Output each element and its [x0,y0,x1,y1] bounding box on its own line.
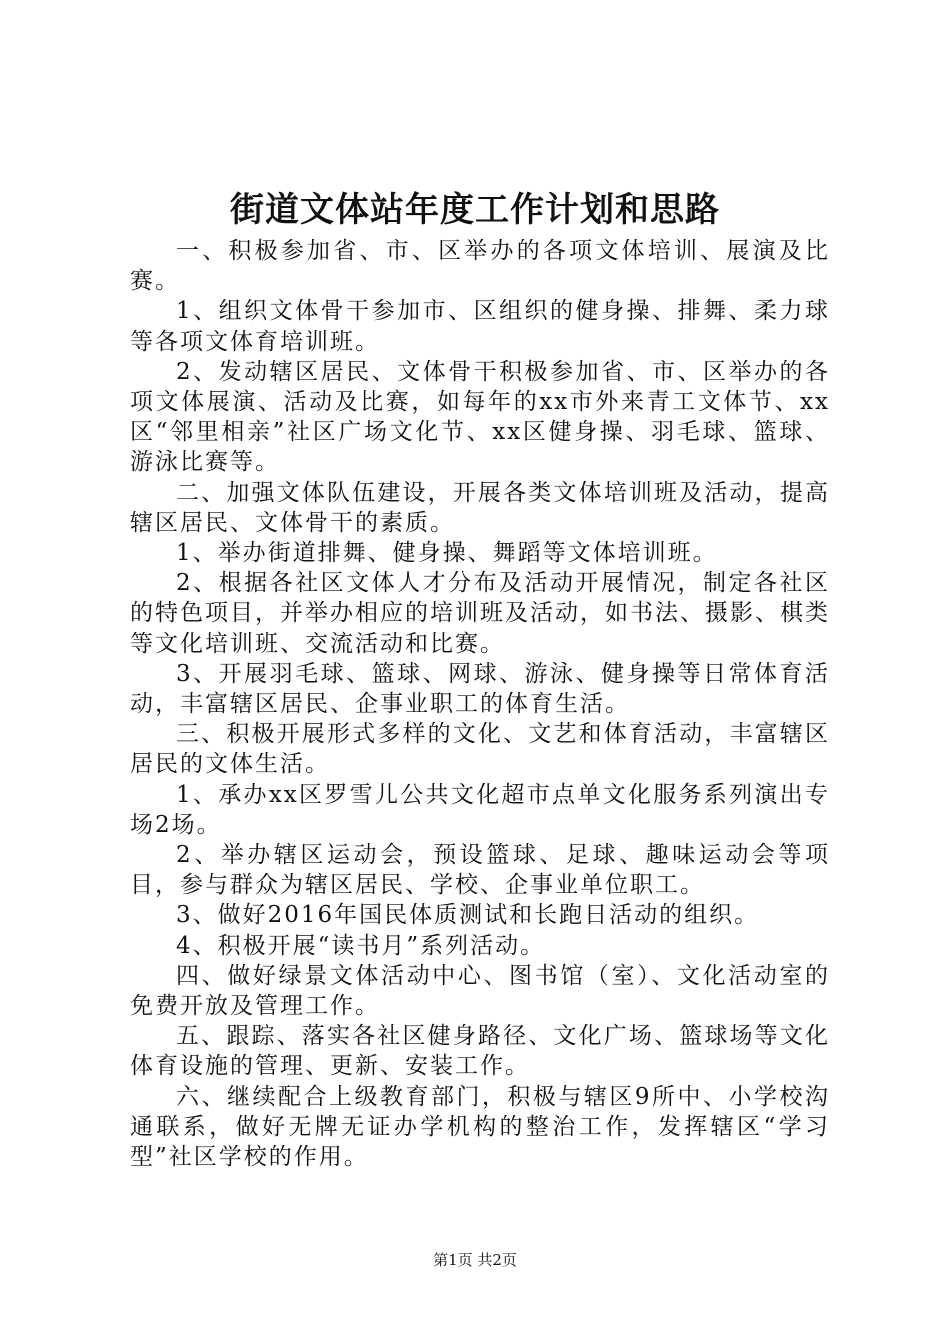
paragraph: 2、发动辖区居民、文体骨干积极参加省、市、区举办的各项文体展演、活动及比赛，如每年的xx市外来青工文体节、xx区“邻里相亲”社区广场文化节、xx区健身操、羽毛球、篮球、游泳比赛等。 [130,358,830,476]
paragraph: 2、根据各社区文体人才分布及活动开展情况，制定各社区的特色项目，并举办相应的培训班及活动，如书法、摄影、棋类等文化培训班、交流活动和比赛。 [130,570,830,657]
paragraph: 四、做好绿景文体活动中心、图书馆（室）、文化活动室的免费开放及管理工作。 [130,962,830,1020]
paragraph: 3、开展羽毛球、篮球、网球、游泳、健身操等日常体育活动，丰富辖区居民、企事业职工的体育生活。 [130,660,830,718]
document-body [130,236,830,1172]
paragraph: 二、加强文体队伍建设，开展各类文体培训班及活动，提高辖区居民、文体骨干的素质。 [130,479,830,536]
paragraph: 一、积极参加省、市、区举办的各项文体培训、展演及比赛。 [130,238,830,295]
paragraph: 1、组织文体骨干参加市、区组织的健身操、排舞、柔力球等各项文体育培训班。 [130,298,830,355]
paragraph: 3、做好2016年国民体质测试和长跑日活动的组织。 [176,902,760,929]
paragraph: 4、积极开展“读书月”系列活动。 [176,932,546,959]
paragraph: 五、跟踪、落实各社区健身路径、文化广场、篮球场等文化体育设施的管理、更新、安装工作。 [130,1023,830,1080]
paragraph: 六、继续配合上级教育部门，积极与辖区9所中、小学校沟通联系，做好无牌无证办学机构的整治工作，发挥辖区“学习型”社区学校的作用。 [130,1083,830,1171]
paragraph: 1、举办街道排舞、健身操、舞蹈等文体培训班。 [176,540,718,567]
paragraph: 1、承办xx区罗雪儿公共文化超市点单文化服务系列演出专场2场。 [130,781,830,838]
paragraph: 三、积极开展形式多样的文化、文艺和体育活动，丰富辖区居民的文体生活。 [130,721,830,778]
document-title: 街道文体站年度工作计划和思路 [230,190,720,230]
paragraph: 2、举办辖区运动会，预设篮球、足球、趣味运动会等项目，参与群众为辖区居民、学校、企事业单位职工。 [130,842,830,899]
page-number-footer: 第1页 共2页 [433,1251,517,1269]
